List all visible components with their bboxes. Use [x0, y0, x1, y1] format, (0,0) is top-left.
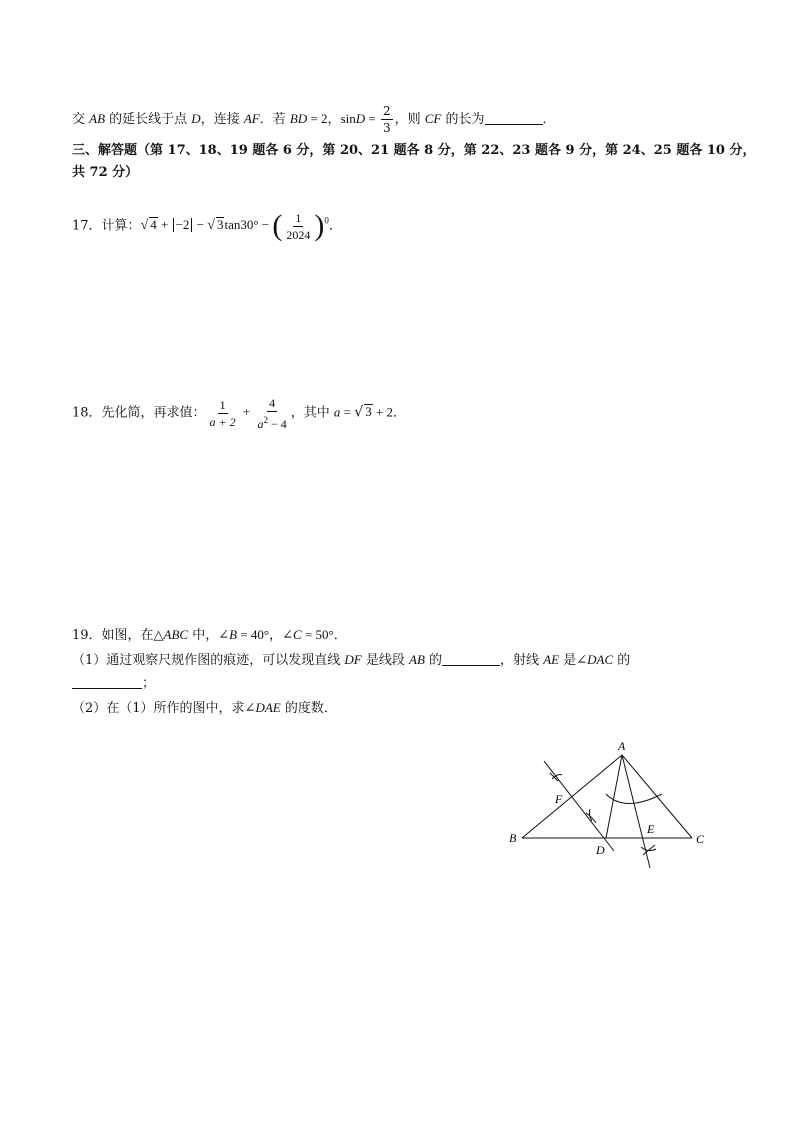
sin-fraction: $\frac{2}{3}$ — [382, 104, 391, 135]
question-18: 18．先化简，再求值： $\frac{1}{a + 2}$ + $\frac{4}{a^2 - 4}$ ，其中 a = √ 3 + 2． — [72, 396, 407, 431]
label-f: F — [555, 792, 563, 806]
question-19: 19．如图，在△ABC 中，∠B = 40°，∠C = 50°． — [72, 627, 347, 643]
radical-icon: √ — [207, 218, 215, 234]
label-e: E — [647, 822, 655, 836]
question-19-part-2: （2）在（1）所作的图中，求∠DAE 的度数． — [72, 700, 337, 716]
q17-expression: √ 4 + −2 − √ 3tan30° − ( $\frac{1}{2024}$ )$^0$ — [140, 209, 329, 243]
question-19-part-1-cont: ； — [72, 674, 155, 694]
answer-blank-19-1a[interactable] — [442, 653, 500, 666]
answer-blank-16[interactable] — [485, 112, 543, 125]
answer-blank-19-1b[interactable] — [72, 676, 142, 689]
label-a: A — [618, 739, 626, 753]
radical-icon: √ — [140, 218, 149, 234]
question-16-continuation: 交 AB 的延长线于点 D，连接 AF．若 BD = 2，sinD = $\frac{2}{3}$ ，则 CF 的长为 ． — [72, 104, 556, 135]
section-3-heading: 三、解答题（第 17、18、19 题各 6 分，第 20、21 题各 8 分，第 22、23 题各 9 分，第 24、25 题各 10 分， — [72, 143, 756, 158]
triangle-construction-figure — [500, 735, 720, 875]
q18-expression: $\frac{1}{a + 2}$ + $\frac{4}{a^2 - 4}$ — [209, 396, 287, 431]
label-b: B — [509, 831, 517, 845]
question-17: 17．计算：√ 4 + −2 − √ 3tan30° − ( $\frac{1}{2024}$ )$^0$． — [72, 209, 342, 243]
section-3-heading-cont: 共 72 分） — [72, 165, 139, 180]
question-19-part-1: （1）通过观察尺规作图的痕迹，可以发现直线 DF 是线段 AB 的 ，射线 AE 是∠DAC 的 — [72, 652, 631, 668]
label-c: C — [696, 832, 705, 846]
label-d: D — [596, 843, 605, 857]
radical-icon: √ — [354, 404, 364, 421]
